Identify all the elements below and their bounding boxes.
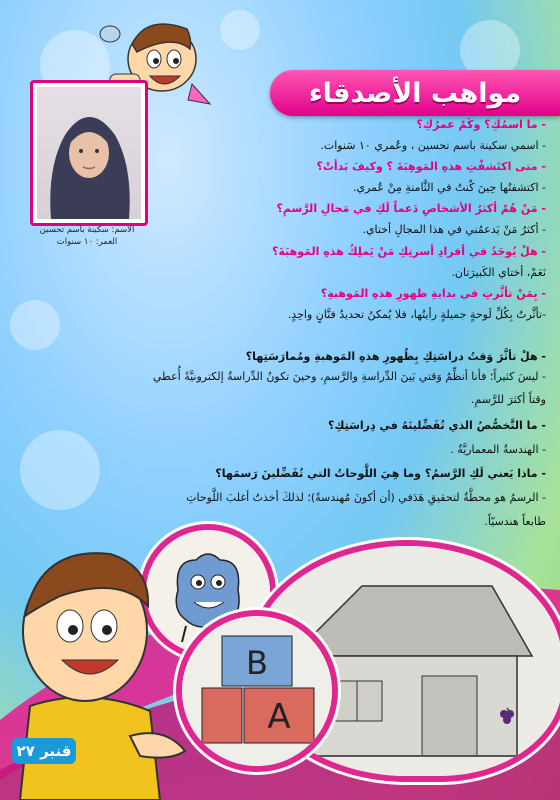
question: - هلْ تأثَّرَ وَقتُ دراسَتِكِ بِظُهورِ هذهِ المَوهبةِ ومُمارَسَتِها؟ <box>245 350 546 363</box>
bokeh-decoration <box>220 10 260 50</box>
answer: - الرسمُ هو محطَّةٌ لتحقيقِ هَدَفي (أن أكونَ مُهندسةً)؛ لذلكَ أخذتُ أغلبَ اللَّوحاتِ <box>186 491 546 504</box>
answer: نَعَمْ، أختاي الكَبيرَتان. <box>451 265 546 279</box>
answer: - أكثرُ مَنْ يَدعمُني في هذا المجالِ أختاي. <box>362 223 546 237</box>
answer: طابعاً هندسيّاً. <box>484 515 546 528</box>
question: - هلْ يُوجَدُ في أفرادِ أسرتِكِ مَنْ يَملِكُ هذهِ المَوهبَةَ؟ <box>272 244 546 258</box>
profile-photo-frame <box>30 80 148 226</box>
caption-name: الاسم: سكينة باسم تحسين <box>39 225 135 235</box>
title-banner <box>270 70 560 116</box>
page-title: مواهب الأصدقاء <box>308 77 522 109</box>
girl-portrait-icon <box>37 87 141 219</box>
interview-qa <box>156 118 546 329</box>
answer: وقتاً أكثرَ للرَّسمِ. <box>470 393 546 406</box>
question: - ما التَّخصُّصُ الذي تُفَضِّلينَهُ في دِراسَتِكِ؟ <box>327 419 546 432</box>
answer: - ليسَ كثيراً؛ فأنا أنظِّمُ وَقتي بَينَ الدِّراسةِ والرَّسمِ، وحينَ تكونُ الدِّراسةُ إلكترونيَّةً أُعطي <box>152 370 546 383</box>
drawing-blocks-circle <box>176 610 338 772</box>
letter-blocks-drawing-icon <box>182 616 332 766</box>
question: - بِمَنْ تأثَّرتِ في بدايةِ ظهورِ هذهِ المَوهبةِ؟ <box>320 286 546 300</box>
grapes-icon <box>496 706 518 728</box>
question: - ماذا يَعني لَكِ الرَّسمُ؟ وما هِيَ اللَّوحاتُ التي تُفَضِّلينَ رَسمَها؟ <box>215 467 546 480</box>
answer: -تأثَّرتُ بِكُلِّ لَوحةٍ جميلةٍ رأيتُها، فلا يُمكنُ تحديدُ فنَّانٍ واحِدٍ. <box>287 307 546 321</box>
profile-photo <box>37 87 141 219</box>
question: - متى اكتَشفْتِ هذهِ المَوهِبَةَ ؟ وكيفَ بَدأتْ؟ <box>316 160 546 174</box>
svg-text:B: B <box>246 644 268 682</box>
question: - مَنْ هُمْ أكثرُ الأشخاصِ دَعماً لَكِ في مَجالِ الرَّسمِ؟ <box>276 202 546 216</box>
bokeh-decoration <box>10 300 60 350</box>
answer: - الهندسةُ المعماريَّةُ . <box>450 443 546 456</box>
answer: - اكتشفتُها حِينَ كُنتُ في الثَّامنةِ مِنْ عُمري. <box>352 181 546 195</box>
svg-text:A: A <box>267 697 291 737</box>
photo-caption <box>28 224 146 248</box>
answer: - اسمي سكينة باسم تحسين ، وعُمري ١٠ سَنوات. <box>320 139 546 153</box>
caption-age: العمر: ١٠ سنوات <box>56 237 118 247</box>
question: - ما اسمُكِ؟ وكَمْ عمرُكِ؟ <box>416 118 546 131</box>
magazine-logo: قنبر ٢٧ <box>12 738 76 764</box>
